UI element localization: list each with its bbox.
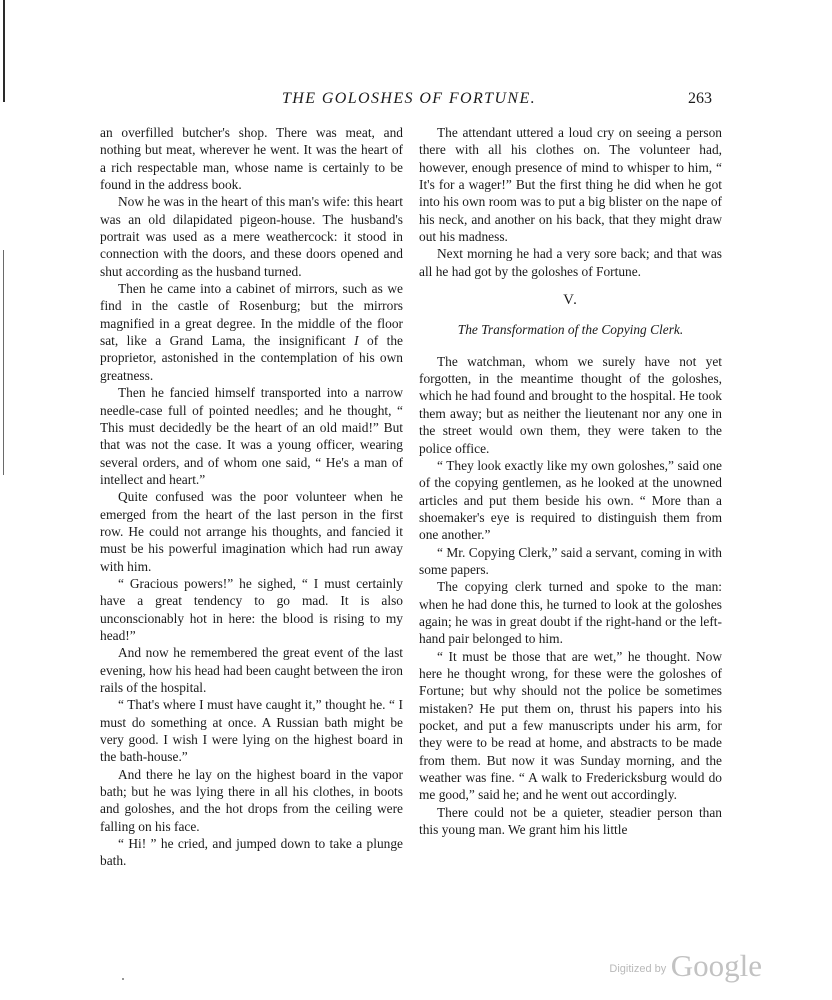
- paragraph-text: Then he came into a cabinet of mirrors, such as we find in the castle of Rosenburg; but the mirrors magnified in a great degree. In the middle of the floor sat, like a Grand Lama, the insignificant: [100, 281, 403, 349]
- paragraph: “ That's where I must have caught it,” thought he. “ I must do something at once. A Russian bath might be very good. I wish I were lying on the highest board in the bath-house.”: [100, 697, 403, 765]
- italic-word: I: [354, 333, 359, 349]
- page-number: 263: [688, 90, 712, 107]
- paragraph: The attendant uttered a loud cry on seeing a person there with all his clothes on. The volunteer had, however, enough presence of mind to whisper to him, “ It's for a wager!” But the first thing he did when he got into his own room was to put a big blister on the nape of his neck, and another on his back, that they might draw out his madness.: [419, 125, 722, 245]
- paragraph: There could not be a quieter, steadier person than this young man. We grant him his little: [419, 804, 722, 838]
- paragraph: an overfilled butcher's shop. There was meat, and nothing but meat, wherever he went. It was the heart of a rich respectable man, whose name is certainly to be found in the address book.: [100, 125, 403, 193]
- paragraph: Then he fancied himself transported into a narrow needle-case full of pointed needles; and he thought, “ This must decidedly be the heart of an old maid!” But that was not the case. It was a young officer, wearing several orders, and of whom one said, “ He's a man of intellect and heart.”: [100, 385, 403, 487]
- watermark-prefix: Digitized by: [609, 963, 667, 975]
- section-number: V.: [563, 292, 578, 309]
- binding-edge-rule-lower: [3, 250, 4, 475]
- ink-speck: [122, 978, 124, 980]
- paragraph: And there he lay on the highest board in the vapor bath; but he was lying there in all his clothes, in boots and goloshes, and the hot drops from the ceiling were falling on his face.: [100, 766, 403, 834]
- paragraph: [100, 280, 403, 384]
- digitized-watermark: [609, 948, 762, 984]
- paragraph: The watchman, whom we surely have not yet forgotten, in the meantime thought of the goloshes, which he had found and brought to the hospital. He took them away; but as neither the lieutenant nor any one in the street would own them, they were taken to the police office.: [419, 353, 722, 456]
- paragraph: “ Mr. Copying Clerk,” said a servant, coming in with some papers.: [419, 544, 722, 577]
- paragraph: Now he was in the heart of this man's wife: this heart was an old dilapidated pigeon-house. The husband's portrait was used as a mere weathercock: it stood in connection with the doors, and these doors opened and shut according as the husband turned.: [100, 194, 403, 279]
- running-head: [100, 90, 712, 112]
- right-column: [419, 124, 722, 838]
- paragraph: Next morning he had a very sore back; and that was all he had got by the goloshes of Fortune.: [419, 246, 722, 279]
- paragraph: “ Hi! ” he cried, and jumped down to take a plunge bath.: [100, 836, 403, 869]
- watermark-brand: Google: [670, 948, 762, 983]
- paragraph: The copying clerk turned and spoke to the man: when he had done this, he turned to look at the goloshes again; he was in great doubt if the right-hand or the left-hand pair belonged to him.: [419, 579, 722, 647]
- paragraph-text: of the proprietor, astonished in the contemplation of his own greatness.: [100, 333, 403, 383]
- paragraph: “ Gracious powers!” he sighed, “ I must certainly have a great tendency to go mad. It is also unconscionably hot in here: the blood is rising to my head!”: [100, 575, 403, 643]
- section-title: The Transformation of the Copying Clerk.: [457, 322, 684, 338]
- paragraph: “ They look exactly like my own goloshes,” said one of the copying gentlemen, as he looked at the unowned articles and put them beside his own. “ More than a shoemaker's eye is required to distinguish them from one another.”: [419, 457, 722, 543]
- paragraph: Quite confused was the poor volunteer when he emerged from the heart of the last person in the first row. He could not arrange his thoughts, and fancied it must be his powerful imagination which had run away with him.: [100, 489, 403, 574]
- paragraph: “ It must be those that are wet,” he thought. Now here he thought wrong, for these were the goloshes of Fortune; but why should not the police be sometimes mistaken? He put them on, thrust his papers into his pocket, and put a few manuscripts under his arm, for they were to be read at home, and abstracts to be made from them. But now it was Sunday morning, and the weather was fine. “ A walk to Fredericksburg would do me good,” said he; and he went out accordingly.: [419, 648, 722, 803]
- left-column: [100, 124, 403, 870]
- running-title: THE GOLOSHES OF FORTUNE.: [282, 90, 537, 107]
- paragraph: And now he remembered the great event of the last evening, how his head had been caught between the iron rails of the hospital.: [100, 645, 403, 695]
- binding-edge-rule: [3, 0, 5, 102]
